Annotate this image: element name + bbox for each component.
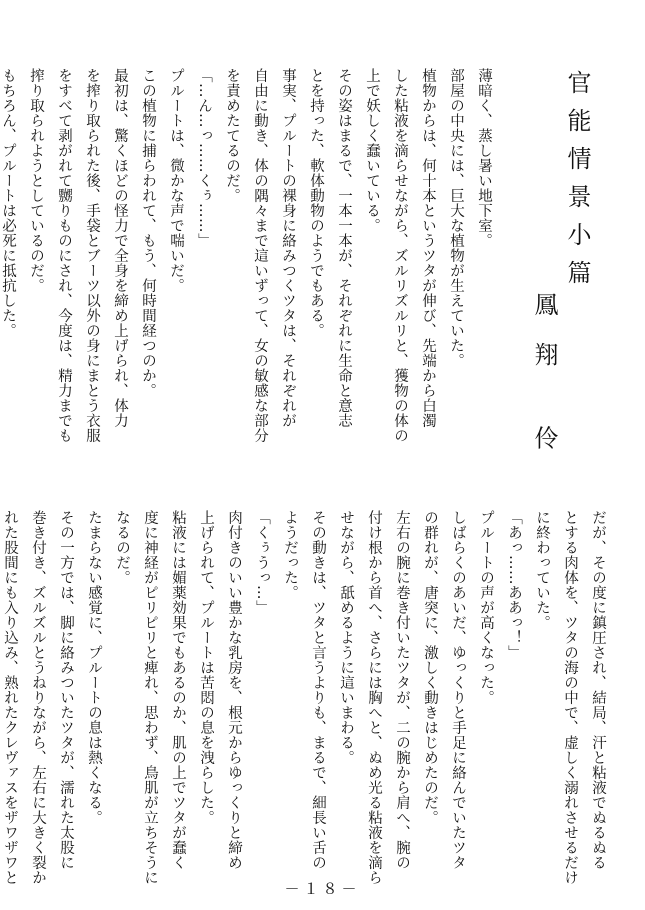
text-line: 事実、プルートの裸身に絡みつくツタは、それぞれが [280,68,296,428]
text-line: だが、その度に鎮圧され、結局、汗と粘液でぬるぬる [590,510,606,870]
text-line: もちろん、プルートは必死に抵抗した。 [0,68,16,338]
text-line: 薄暗く、蒸し暑い地下室。 [476,68,492,248]
text-line: 自由に動き、体の隅々まで這いずって、女の敏感な部分 [252,68,268,443]
lower-text-block [2,510,612,885]
text-line: この植物に捕らわれて、もう、何時間経つのか。 [140,68,156,398]
text-line: プルートは、微かな声で喘いだ。 [168,68,184,293]
text-line: なるのだ。 [114,510,130,585]
text-line: とを持った、軟体動物のようでもある。 [308,68,324,338]
text-line: した粘液を滴らせながら、ズルリズルリと、獲物の体の [392,68,408,443]
text-line: 植物からは、何十本というツタが伸び、先端から白濁 [420,68,436,428]
text-line: プルートの声が高くなった。 [478,510,494,705]
text-line: 部屋の中央には、巨大な植物が生えていた。 [448,68,464,368]
text-line: 左右の腕に巻き付いたツタが、二の腕から肩へ、腕の [394,510,410,870]
story-title: 官能情景小篇 [563,70,591,298]
text-line: 巻き付き、ズルズルとうねりながら、左右に大きく裂か [30,510,46,885]
text-line: 「くぅうっ…」 [254,510,270,615]
text-line: 度に神経がピリピリと痺れ、思わず、鳥肌が立ちそうに [142,510,158,885]
text-line: とする肉体を、ツタの海の中で、虚しく溺れさせるだけ [562,510,578,885]
text-line: たまらない感覚に、プルートの息は熱くなる。 [86,510,102,825]
text-line: 付け根から首へ、さらには胸へと、ぬめ光る粘液を滴ら [366,510,382,885]
text-line: 上げられて、プルートは苦悶の息を洩らした。 [198,510,214,825]
text-line: 粘液には媚薬効果でもあるのか、肌の上でツタが蠢く [170,510,186,870]
text-line: を搾り取られた後、手袋とブーツ以外の身にまとう衣服 [84,68,100,443]
upper-text-block [0,68,498,488]
text-line: をすべて剥がれて嬲りものにされ、今度は、精力までも [56,68,72,443]
text-line: れた股間にも入り込み、熟れたクレヴァスをザワザワと [2,510,18,885]
text-line: 「あっ……ああっ！」 [506,510,522,660]
text-line: を責めたてるのだ。 [224,68,240,203]
text-line: に終わっていた。 [534,510,550,630]
text-line: その姿はまるで、一本一本が、それぞれに生命と意志 [336,68,352,428]
text-line: その動きは、ツタと言うよりも、まるで、細長い舌の [310,510,326,870]
text-line: 肉付きのいい豊かな乳房を、根元からゆっくりと締め [226,510,242,870]
text-line: ようだった。 [282,510,298,600]
author-name: 鳳翔 伶 [530,292,558,476]
text-line: 上で妖しく蠢いている。 [364,68,380,233]
text-line: 「…ん…っ……くぅ……」 [196,68,212,248]
text-line: 最初は、驚くほどの怪力で全身を締め上げられ、体力 [112,68,128,428]
text-line: 搾り取られようとしているのだ。 [28,68,44,293]
text-line: その一方では、脚に絡みついたツタが、濡れた太股に [58,510,74,870]
page-number: －１８－ [284,880,361,898]
text-line: せながら、舐めるように這いまわる。 [338,510,354,765]
text-line: しばらくのあいだ、ゆっくりと手足に絡んでいたツタ [450,510,466,870]
text-line: の群れが、唐突に、激しく動きはじめたのだ。 [422,510,438,825]
